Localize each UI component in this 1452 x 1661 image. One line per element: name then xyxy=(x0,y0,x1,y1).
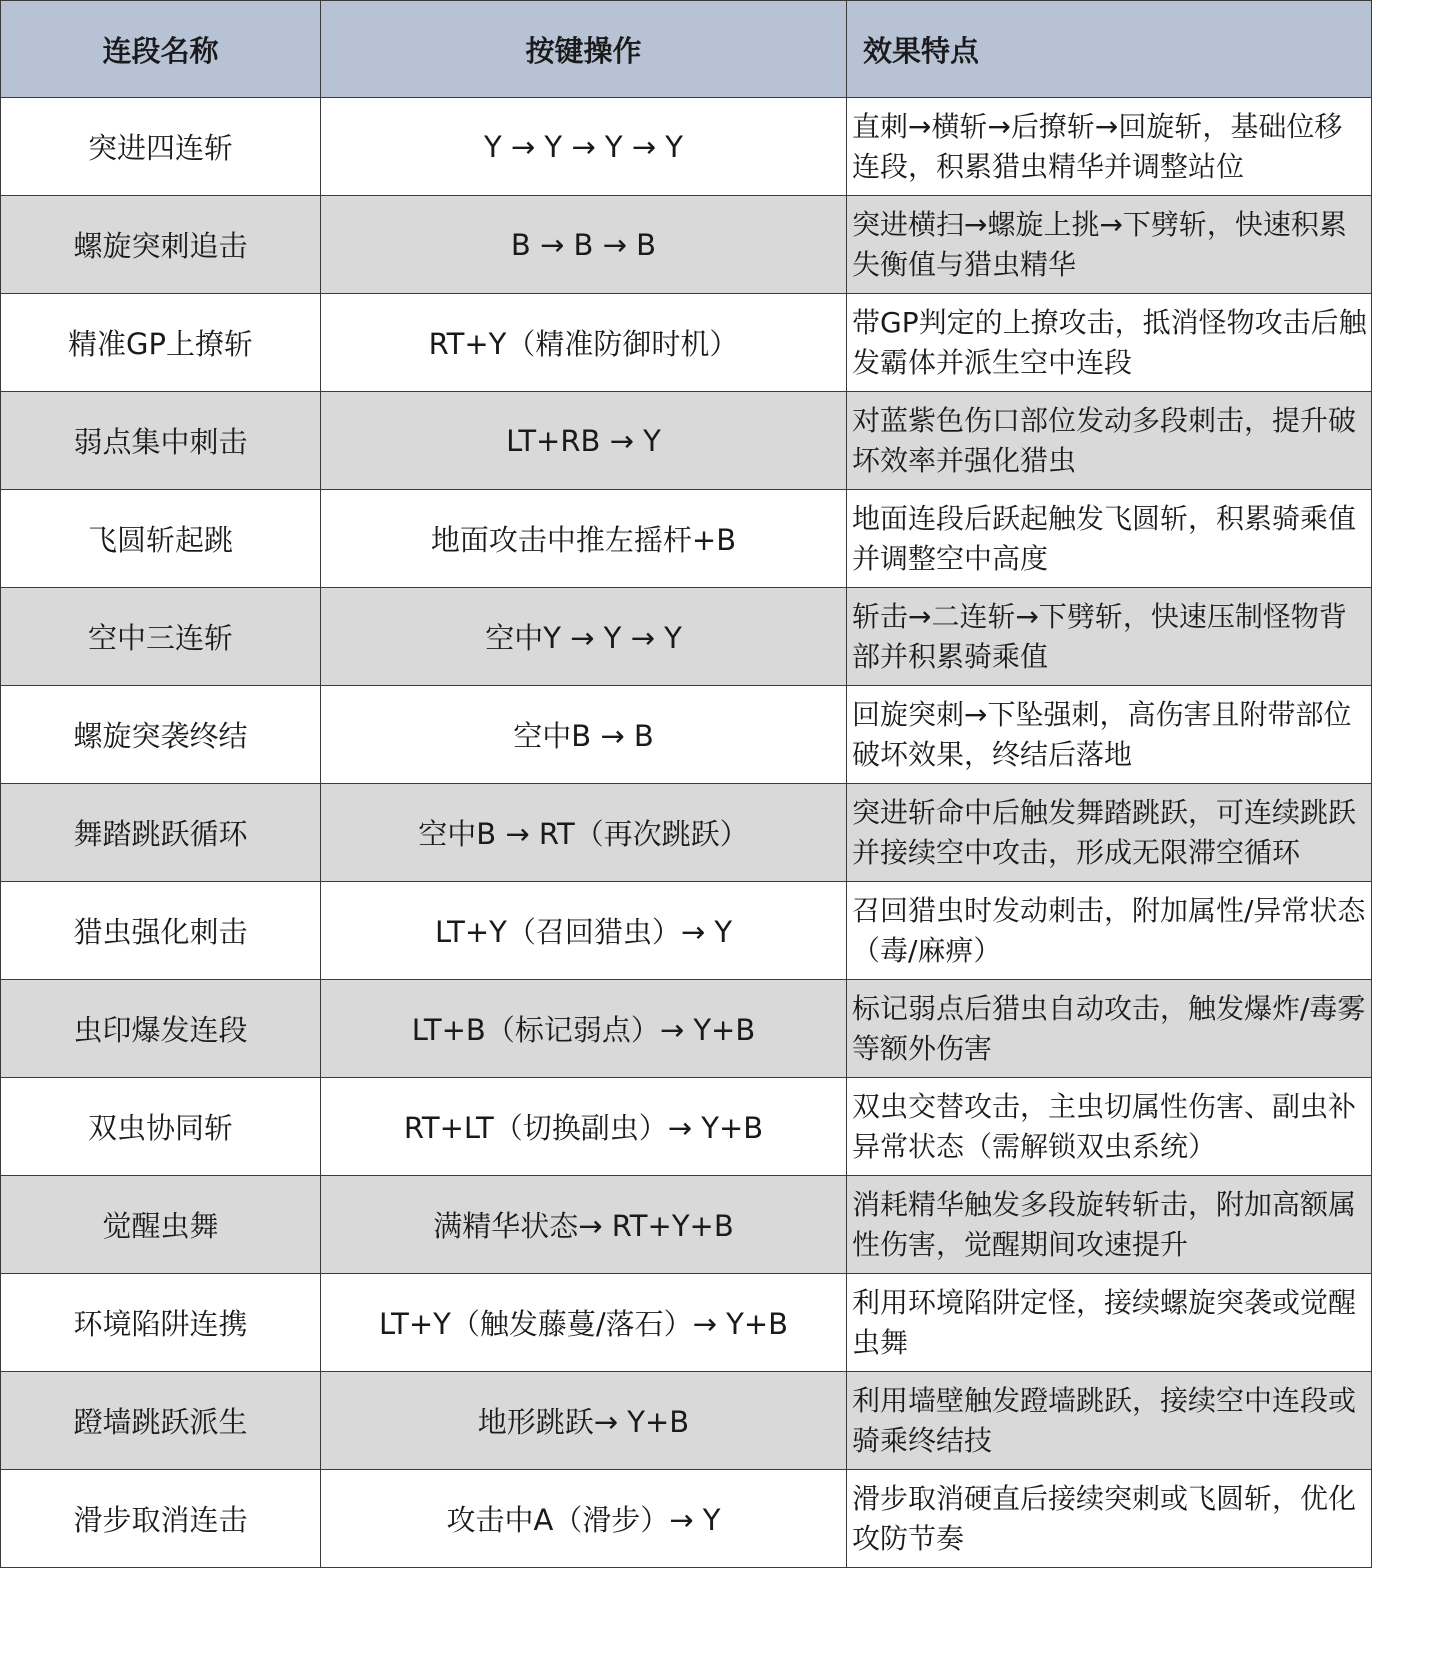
effect-cell: 标记弱点后猎虫自动攻击，触发爆炸/毒雾等额外伤害 xyxy=(847,980,1372,1078)
effect-cell: 对蓝紫色伤口部位发动多段刺击，提升破坏效率并强化猎虫 xyxy=(847,392,1372,490)
table-row xyxy=(1,1470,1372,1568)
key-input-cell: RT+Y（精准防御时机） xyxy=(321,294,847,392)
effect-cell: 召回猎虫时发动刺击，附加属性/异常状态（毒/麻痹） xyxy=(847,882,1372,980)
effect-cell: 双虫交替攻击，主虫切属性伤害、副虫补异常状态（需解锁双虫系统） xyxy=(847,1078,1372,1176)
table-row xyxy=(1,980,1372,1078)
key-input-cell: LT+RB → Y xyxy=(321,392,847,490)
table-row xyxy=(1,294,1372,392)
effect-cell: 斩击→二连斩→下劈斩，快速压制怪物背部并积累骑乘值 xyxy=(847,588,1372,686)
key-input-cell: 空中Y → Y → Y xyxy=(321,588,847,686)
table-row xyxy=(1,882,1372,980)
combo-name-cell: 螺旋突刺追击 xyxy=(1,196,321,294)
key-input-cell: LT+B（标记弱点）→ Y+B xyxy=(321,980,847,1078)
header-combo-name: 连段名称 xyxy=(1,1,321,98)
key-input-cell: LT+Y（触发藤蔓/落石）→ Y+B xyxy=(321,1274,847,1372)
header-key-input: 按键操作 xyxy=(321,1,847,98)
effect-cell: 消耗精华触发多段旋转斩击，附加高额属性伤害，觉醒期间攻速提升 xyxy=(847,1176,1372,1274)
combo-name-cell: 精准GP上撩斩 xyxy=(1,294,321,392)
table-header xyxy=(1,1,1372,98)
table-row xyxy=(1,588,1372,686)
effect-cell: 突进斩命中后触发舞踏跳跃，可连续跳跃并接续空中攻击，形成无限滞空循环 xyxy=(847,784,1372,882)
effect-cell: 回旋突刺→下坠强刺，高伤害且附带部位破坏效果，终结后落地 xyxy=(847,686,1372,784)
key-input-cell: 地形跳跃→ Y+B xyxy=(321,1372,847,1470)
header-row xyxy=(1,1,1372,98)
combo-name-cell: 蹬墙跳跃派生 xyxy=(1,1372,321,1470)
table-row xyxy=(1,1078,1372,1176)
table-row xyxy=(1,392,1372,490)
effect-cell: 地面连段后跃起触发飞圆斩，积累骑乘值并调整空中高度 xyxy=(847,490,1372,588)
table-row xyxy=(1,784,1372,882)
table-row xyxy=(1,1176,1372,1274)
key-input-cell: B → B → B xyxy=(321,196,847,294)
combo-name-cell: 虫印爆发连段 xyxy=(1,980,321,1078)
table-row xyxy=(1,490,1372,588)
key-input-cell: 空中B → B xyxy=(321,686,847,784)
key-input-cell: 地面攻击中推左摇杆+B xyxy=(321,490,847,588)
combo-name-cell: 双虫协同斩 xyxy=(1,1078,321,1176)
table-row xyxy=(1,98,1372,196)
key-input-cell: LT+Y（召回猎虫）→ Y xyxy=(321,882,847,980)
effect-cell: 滑步取消硬直后接续突刺或飞圆斩，优化攻防节奏 xyxy=(847,1470,1372,1568)
key-input-cell: RT+LT（切换副虫）→ Y+B xyxy=(321,1078,847,1176)
combo-name-cell: 螺旋突袭终结 xyxy=(1,686,321,784)
combo-name-cell: 舞踏跳跃循环 xyxy=(1,784,321,882)
table-row xyxy=(1,686,1372,784)
key-input-cell: 满精华状态→ RT+Y+B xyxy=(321,1176,847,1274)
combo-name-cell: 弱点集中刺击 xyxy=(1,392,321,490)
combo-name-cell: 觉醒虫舞 xyxy=(1,1176,321,1274)
table-body xyxy=(1,98,1372,1568)
effect-cell: 直刺→横斩→后撩斩→回旋斩，基础位移连段，积累猎虫精华并调整站位 xyxy=(847,98,1372,196)
combo-name-cell: 环境陷阱连携 xyxy=(1,1274,321,1372)
combo-name-cell: 飞圆斩起跳 xyxy=(1,490,321,588)
key-input-cell: 空中B → RT（再次跳跃） xyxy=(321,784,847,882)
combo-name-cell: 滑步取消连击 xyxy=(1,1470,321,1568)
table-row xyxy=(1,1274,1372,1372)
key-input-cell: Y → Y → Y → Y xyxy=(321,98,847,196)
combo-name-cell: 突进四连斩 xyxy=(1,98,321,196)
header-effect: 效果特点 xyxy=(847,1,1372,98)
key-input-cell: 攻击中A（滑步）→ Y xyxy=(321,1470,847,1568)
effect-cell: 利用墙壁触发蹬墙跳跃，接续空中连段或骑乘终结技 xyxy=(847,1372,1372,1470)
effect-cell: 带GP判定的上撩攻击，抵消怪物攻击后触发霸体并派生空中连段 xyxy=(847,294,1372,392)
combo-name-cell: 猎虫强化刺击 xyxy=(1,882,321,980)
table-row xyxy=(1,196,1372,294)
effect-cell: 利用环境陷阱定怪，接续螺旋突袭或觉醒虫舞 xyxy=(847,1274,1372,1372)
effect-cell: 突进横扫→螺旋上挑→下劈斩，快速积累失衡值与猎虫精华 xyxy=(847,196,1372,294)
combo-name-cell: 空中三连斩 xyxy=(1,588,321,686)
table-row xyxy=(1,1372,1372,1470)
